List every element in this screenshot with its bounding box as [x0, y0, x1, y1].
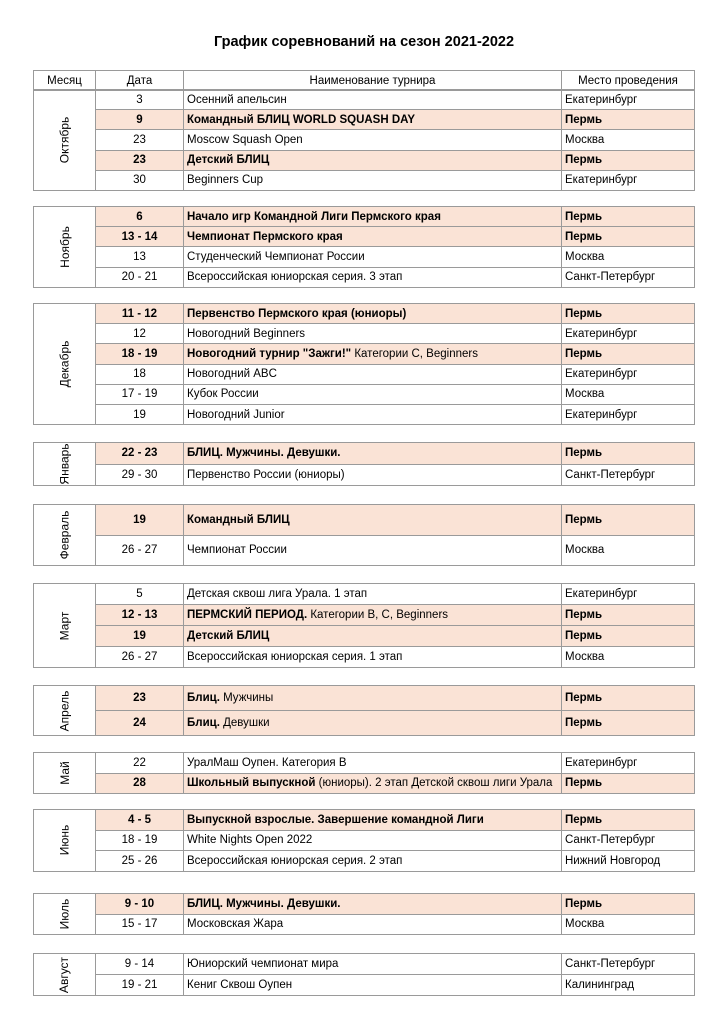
table-row — [34, 384, 695, 404]
date-cell: 19 — [96, 505, 184, 536]
table-row — [34, 626, 695, 647]
month-label: Март — [57, 611, 72, 640]
tournament-name-bold: Блиц. — [187, 692, 220, 704]
month-cell — [34, 90, 96, 191]
table-row — [34, 150, 695, 170]
month-label: Май — [57, 761, 72, 785]
month-block — [33, 206, 695, 288]
date-cell: 23 — [96, 150, 184, 170]
month-cell — [34, 753, 96, 794]
month-block — [33, 953, 695, 996]
date-cell: 18 - 19 — [96, 830, 184, 851]
tournament-cell — [184, 975, 562, 996]
tournament-cell — [184, 267, 562, 287]
month-label: Апрель — [57, 690, 72, 731]
date-cell: 29 - 30 — [96, 464, 184, 486]
date-cell: 13 - 14 — [96, 227, 184, 247]
tournament-cell — [184, 130, 562, 150]
table-row — [34, 207, 695, 227]
date-cell: 11 - 12 — [96, 304, 184, 324]
tournament-name: Детская сквош лига Урала. 1 этап — [187, 588, 368, 600]
tournament-name-bold: БЛИЦ. Мужчины. Девушки. — [187, 447, 341, 460]
month-block — [33, 809, 695, 872]
table-row — [34, 247, 695, 267]
place-cell: Москва — [562, 535, 695, 566]
place-cell: Пермь — [562, 110, 695, 130]
header-row — [34, 71, 695, 91]
month-cell — [34, 810, 96, 872]
tournament-name: Новогодний Beginners — [187, 327, 306, 340]
month-cell — [34, 686, 96, 736]
table-row — [34, 443, 695, 465]
month-label: Ноябрь — [57, 226, 72, 268]
place-cell: Пермь — [562, 605, 695, 626]
tournament-name-bold: ПЕРМСКИЙ ПЕРИОД. — [187, 609, 308, 621]
tournament-name-bold: Первенство Пермского края (юниоры) — [187, 307, 407, 320]
tournament-cell — [184, 810, 562, 831]
header-table — [33, 70, 695, 91]
tournament-name: Московская Жара — [187, 918, 284, 931]
month-block — [33, 442, 695, 486]
tournament-name: Мужчины — [219, 692, 274, 704]
place-cell: Санкт-Петербург — [562, 954, 695, 975]
date-cell: 5 — [96, 584, 184, 605]
tournament-cell — [184, 711, 562, 736]
place-cell: Пермь — [562, 304, 695, 324]
date-cell: 9 - 14 — [96, 954, 184, 975]
tournament-name-bold: Блиц. — [187, 717, 220, 729]
page-title: График соревнований на сезон 2021-2022 — [213, 34, 515, 50]
table-row — [34, 810, 695, 831]
date-cell: 19 — [96, 404, 184, 424]
place-cell: Пермь — [562, 626, 695, 647]
date-cell: 26 - 27 — [96, 647, 184, 668]
table-row — [34, 753, 695, 774]
tournament-name: Новогодний Junior — [187, 408, 285, 421]
month-label: Февраль — [57, 510, 72, 560]
date-cell: 23 — [96, 130, 184, 150]
table-row — [34, 894, 695, 915]
place-cell: Екатеринбург — [562, 170, 695, 190]
month-cell — [34, 207, 96, 288]
tournament-name: Девушки — [219, 717, 270, 729]
place-cell: Екатеринбург — [562, 584, 695, 605]
tournament-cell — [184, 851, 562, 872]
tournament-cell — [184, 753, 562, 774]
place-cell: Пермь — [562, 894, 695, 915]
tournament-name: Всероссийская юниорская серия. 3 этап — [187, 271, 403, 284]
place-cell: Москва — [562, 130, 695, 150]
tournament-cell — [184, 90, 562, 110]
tournament-name: Moscow Squash Open — [187, 133, 303, 146]
tournament-name-bold: Начало игр Командной Лиги Пермского края — [187, 210, 441, 223]
date-cell: 9 - 10 — [96, 894, 184, 915]
tournament-cell — [184, 304, 562, 324]
tournament-name-bold: Командный БЛИЦ WORLD SQUASH DAY — [187, 113, 416, 126]
month-block — [33, 893, 695, 935]
tournament-name: Кубок России — [187, 388, 259, 401]
place-cell: Москва — [562, 247, 695, 267]
tournament-cell — [184, 830, 562, 851]
tournament-cell — [184, 954, 562, 975]
place-cell: Санкт-Петербург — [562, 830, 695, 851]
month-label: Октябрь — [57, 116, 72, 164]
table-row — [34, 344, 695, 364]
place-cell: Пермь — [562, 505, 695, 536]
tournament-cell — [184, 914, 562, 935]
tournament-name: УралМаш Оупен. Категория В — [187, 756, 347, 769]
month-cell — [34, 954, 96, 996]
table-row — [34, 130, 695, 150]
tournament-cell — [184, 443, 562, 465]
tournament-name: Новогодний ABC — [187, 368, 277, 381]
place-cell: Екатеринбург — [562, 324, 695, 344]
table-row — [34, 605, 695, 626]
place-cell: Пермь — [562, 344, 695, 364]
table-row — [34, 324, 695, 344]
table-row — [34, 830, 695, 851]
date-cell: 19 — [96, 626, 184, 647]
month-label: Август — [57, 956, 72, 993]
tournament-cell — [184, 505, 562, 536]
place-cell: Санкт-Петербург — [562, 464, 695, 486]
month-cell — [34, 584, 96, 668]
date-cell: 18 — [96, 364, 184, 384]
tournament-cell — [184, 773, 562, 794]
place-cell: Москва — [562, 384, 695, 404]
place-cell: Пермь — [562, 227, 695, 247]
tournament-name: Юниорский чемпионат мира — [187, 958, 339, 970]
table-row — [34, 404, 695, 424]
tournament-name: Категории С, Beginners — [351, 347, 478, 360]
month-label: Январь — [57, 443, 72, 485]
tournament-cell — [184, 626, 562, 647]
tournament-cell — [184, 170, 562, 190]
tournament-cell — [184, 647, 562, 668]
date-cell: 4 - 5 — [96, 810, 184, 831]
place-cell: Пермь — [562, 150, 695, 170]
tournament-cell — [184, 207, 562, 227]
date-cell: 12 - 13 — [96, 605, 184, 626]
month-label: Июнь — [57, 824, 72, 856]
tournament-name-bold: Командный БЛИЦ — [187, 513, 290, 526]
tournament-cell — [184, 605, 562, 626]
month-block — [33, 583, 695, 668]
month-label: Декабрь — [57, 340, 72, 388]
table-row — [34, 647, 695, 668]
header-date: Дата — [96, 71, 184, 91]
place-cell: Екатеринбург — [562, 753, 695, 774]
table-row — [34, 914, 695, 935]
place-cell: Екатеринбург — [562, 90, 695, 110]
date-cell: 6 — [96, 207, 184, 227]
date-cell: 22 - 23 — [96, 443, 184, 465]
table-row — [34, 505, 695, 536]
tournament-name-bold: Школьный выпускной — [187, 777, 316, 790]
table-row — [34, 267, 695, 287]
tournament-name: Всероссийская юниорская серия. 2 этап — [187, 854, 403, 867]
tournament-name: Beginners Cup — [187, 174, 264, 187]
tournament-cell — [184, 344, 562, 364]
date-cell: 19 - 21 — [96, 975, 184, 996]
tournament-cell — [184, 324, 562, 344]
table-row — [34, 954, 695, 975]
tournament-cell — [184, 404, 562, 424]
tournament-cell — [184, 535, 562, 566]
place-cell: Екатеринбург — [562, 364, 695, 384]
place-cell: Санкт-Петербург — [562, 267, 695, 287]
place-cell: Пермь — [562, 810, 695, 831]
date-cell: 9 — [96, 110, 184, 130]
tournament-name-bold: Новогодний турнир "Зажги!" — [187, 347, 352, 360]
place-cell: Пермь — [562, 773, 695, 794]
tournament-cell — [184, 227, 562, 247]
tournament-cell — [184, 364, 562, 384]
place-cell: Калининград — [562, 975, 695, 996]
header-place: Место проведения — [562, 71, 695, 91]
date-cell: 20 - 21 — [96, 267, 184, 287]
date-cell: 12 — [96, 324, 184, 344]
month-block — [33, 504, 695, 566]
month-label: Июль — [57, 898, 72, 930]
month-cell — [34, 894, 96, 935]
place-cell: Пермь — [562, 207, 695, 227]
tournament-name: White Nights Open 2022 — [187, 834, 313, 847]
date-cell: 18 - 19 — [96, 344, 184, 364]
month-cell — [34, 443, 96, 486]
tournament-name: (юниоры). 2 этап Детской сквош лиги Урала — [315, 777, 553, 790]
place-cell: Пермь — [562, 711, 695, 736]
table-row — [34, 464, 695, 486]
table-row — [34, 90, 695, 110]
table-row — [34, 975, 695, 996]
tournament-cell — [184, 384, 562, 404]
date-cell: 25 - 26 — [96, 851, 184, 872]
table-row — [34, 711, 695, 736]
tournament-name-bold: БЛИЦ. Мужчины. Девушки. — [187, 897, 341, 910]
table-row — [34, 535, 695, 566]
month-cell — [34, 505, 96, 566]
date-cell: 26 - 27 — [96, 535, 184, 566]
table-row — [34, 851, 695, 872]
header-month: Месяц — [34, 71, 96, 91]
date-cell: 30 — [96, 170, 184, 190]
table-row — [34, 364, 695, 384]
tournament-name-bold: Выпускной взрослые. Завершение командной Лиги — [187, 813, 484, 826]
tournament-name-bold: Детский БЛИЦ — [187, 630, 270, 642]
tournament-cell — [184, 686, 562, 711]
tournament-name: Чемпионат России — [187, 544, 287, 557]
place-cell: Пермь — [562, 686, 695, 711]
place-cell: Пермь — [562, 443, 695, 465]
date-cell: 22 — [96, 753, 184, 774]
tournament-name: Всероссийская юниорская серия. 1 этап — [187, 651, 403, 663]
table-row — [34, 227, 695, 247]
table-row — [34, 170, 695, 190]
date-cell: 15 - 17 — [96, 914, 184, 935]
place-cell: Екатеринбург — [562, 404, 695, 424]
table-row — [34, 110, 695, 130]
tournament-cell — [184, 110, 562, 130]
date-cell: 28 — [96, 773, 184, 794]
month-block — [33, 685, 695, 736]
place-cell: Москва — [562, 914, 695, 935]
month-cell — [34, 304, 96, 425]
tournament-cell — [184, 150, 562, 170]
tournament-name: Первенство России (юниоры) — [187, 468, 345, 481]
tournament-name-bold: Чемпионат Пермского края — [187, 230, 343, 243]
header-name: Наименование турнира — [184, 71, 562, 91]
table-row — [34, 584, 695, 605]
tournament-name-bold: Детский БЛИЦ — [187, 154, 270, 167]
table-row — [34, 686, 695, 711]
date-cell: 17 - 19 — [96, 384, 184, 404]
tournament-cell — [184, 584, 562, 605]
place-cell: Москва — [562, 647, 695, 668]
table-row — [34, 773, 695, 794]
tournament-name: Осенний апельсин — [187, 93, 287, 106]
tournament-cell — [184, 894, 562, 915]
tournament-cell — [184, 464, 562, 486]
month-block — [33, 89, 695, 191]
place-cell: Нижний Новгород — [562, 851, 695, 872]
tournament-name: Студенческий Чемпионат России — [187, 250, 365, 263]
table-row — [34, 304, 695, 324]
date-cell: 3 — [96, 90, 184, 110]
month-block — [33, 303, 695, 425]
tournament-name: Кениг Сквош Оупен — [187, 979, 293, 991]
date-cell: 24 — [96, 711, 184, 736]
tournament-name: Категории В, С, Beginners — [307, 609, 449, 621]
date-cell: 13 — [96, 247, 184, 267]
month-block — [33, 752, 695, 794]
tournament-cell — [184, 247, 562, 267]
date-cell: 23 — [96, 686, 184, 711]
